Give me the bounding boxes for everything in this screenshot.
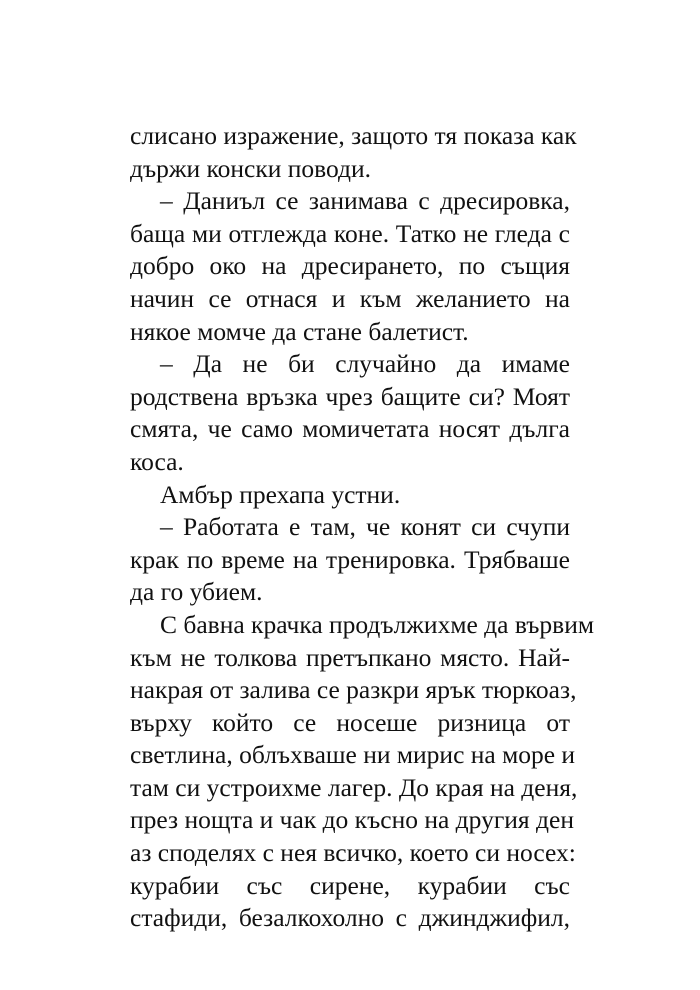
- text-line: държи конски поводи.: [130, 153, 372, 183]
- text-line: да го убием.: [130, 577, 263, 607]
- text-line: Амбър прехапа устни.: [160, 479, 401, 509]
- text-line: през нощта и чак до късно на другия ден: [130, 805, 574, 835]
- text-line: – Да не би случайно да имаме: [160, 349, 570, 379]
- text-line: върху който се носеше ризница от: [130, 707, 570, 737]
- text-line: начин се отнася и към желанието на: [130, 283, 570, 313]
- text-line: светлина, облъхваше ни мирис на море и: [130, 740, 576, 770]
- text-line: С бавна крачка продължихме да вървим: [160, 609, 594, 639]
- text-line: крак по време на тренировка. Трябваше: [130, 544, 570, 574]
- text-line: смята, че само момичетата носят дълга: [130, 414, 570, 444]
- text-line: добро око на дресирането, по същия: [130, 251, 570, 281]
- text-line: там си устроихме лагер. До края на деня,: [130, 772, 578, 802]
- text-line: родствена връзка чрез бащите си? Моят: [130, 381, 570, 411]
- text-line: – Даниъл се занимава с дресировка,: [160, 186, 570, 216]
- text-line: към не толкова претъпкано място. Най-: [130, 642, 570, 672]
- text-line: стафиди, безалкохолно с джинджифил,: [130, 903, 570, 933]
- text-line: баща ми отглежда коне. Татко не гледа с: [130, 218, 570, 248]
- body-text: [130, 120, 594, 935]
- text-line: коса.: [130, 446, 184, 476]
- text-line: аз споделях с нея всичко, което си носех:: [130, 838, 576, 868]
- text-line: – Работата е там, че конят си счупи: [160, 512, 570, 542]
- text-line: курабии със сирене, курабии със: [130, 870, 570, 900]
- text-line: слисано изражение, защото тя показа как: [130, 121, 577, 150]
- text-line: накрая от залива се разкри ярък тюркоаз,: [130, 675, 577, 705]
- text-line: някое момче да стане балетист.: [130, 316, 469, 346]
